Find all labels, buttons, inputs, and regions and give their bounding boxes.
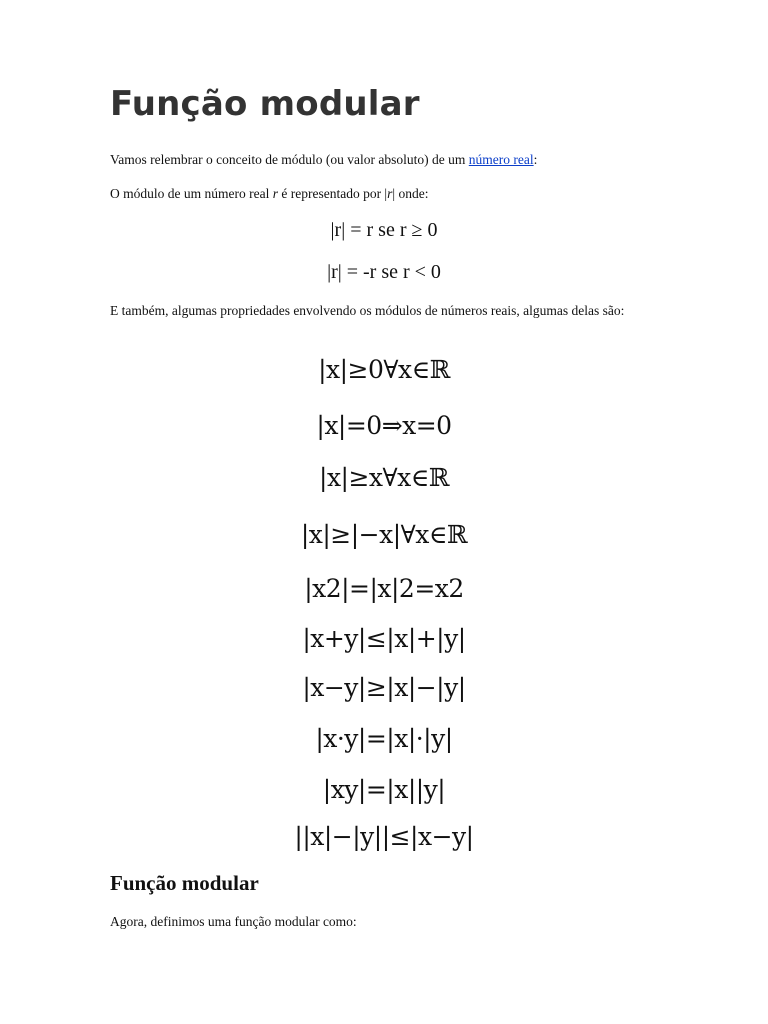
variable-r: r [272, 186, 278, 201]
closing-paragraph: Agora, definimos uma função modular como: [110, 914, 357, 929]
property-zero: |x|=0⇒x=0 [316, 411, 452, 440]
variable-r-abs: r [387, 186, 393, 201]
section-heading: Função modular [110, 871, 259, 895]
property-quotient: |xy|=|x||y| [322, 775, 446, 804]
definition-intro-paragraph [110, 185, 650, 202]
property-difference: |x−y|≥|x|−|y| [302, 673, 466, 702]
intro-paragraph [110, 151, 650, 168]
definition-line-negative: |r| = -r se r < 0 [327, 261, 441, 283]
property-symmetry: |x|≥|−x|∀x∈ℝ [300, 520, 468, 549]
definition-intro-end: | onde: [392, 186, 429, 201]
page-title: Função modular [110, 84, 420, 124]
property-reverse-triangle: ||x|−|y||≤|x−y| [294, 822, 474, 851]
property-product: |x·y|=|x|·|y| [315, 724, 453, 753]
property-nonnegative: |x|≥0∀x∈ℝ [318, 355, 450, 384]
intro-punctuation: : [533, 152, 538, 167]
property-triangle-inequality: |x+y|≤|x|+|y| [302, 624, 466, 653]
real-number-link[interactable]: número real [468, 152, 534, 167]
definition-intro-middle: é representado por | [277, 186, 388, 201]
definition-intro-text: O módulo de um número real [110, 186, 273, 201]
intro-text: Vamos relembrar o conceito de módulo (ou valor absoluto) de um [110, 152, 469, 167]
properties-intro-paragraph: E também, algumas propriedades envolvendo os módulos de números reais, algumas delas são: [110, 303, 625, 318]
definition-line-positive: |r| = r se r ≥ 0 [330, 219, 438, 241]
property-square: |x2|=|x|2=x2 [304, 574, 464, 603]
property-greater-than-x: |x|≥x∀x∈ℝ [319, 463, 449, 492]
